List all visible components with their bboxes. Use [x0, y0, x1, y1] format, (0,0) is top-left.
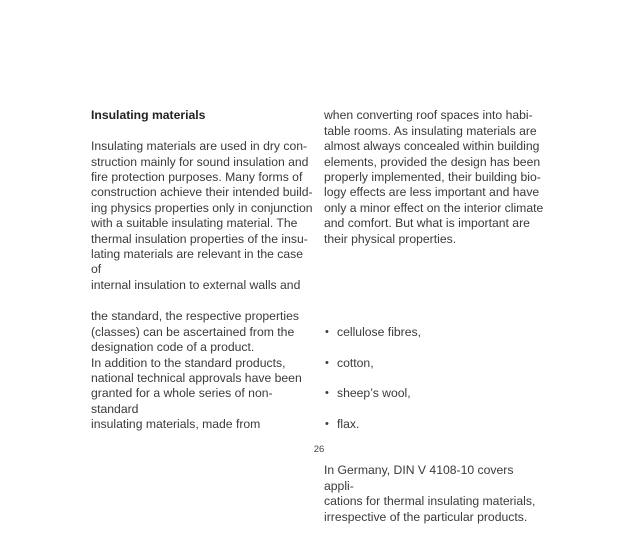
top-left-column	[91, 93, 313, 309]
top-left-paragraph: Insulating materials are used in dry con- struction mainly for sound insulation and fire protection purposes. Many forms of construction achieve their intended build- ing physics properties only in conjunction with a suitable insulating material. The thermal insulation properties of the insu- lating materials are relevant in the case of internal insulation to external walls and	[91, 139, 313, 292]
section-heading: Insulating materials	[91, 108, 206, 123]
page-number: 26	[313, 444, 325, 455]
list-item: • cellulose fibres,	[324, 325, 546, 340]
top-right-paragraph: when converting roof spaces into habi- table rooms. As insulating materials are almost always concealed within building elements, provided the design has been properly implemented, their building bio- logy effects are less important and have only a minor effect on the interior climate and comfort. But what is important are their physical properties.	[324, 108, 544, 246]
list-item: • sheep’s wool,	[324, 386, 546, 401]
list-item: • flax.	[324, 417, 546, 432]
list-item: • cotton,	[324, 356, 546, 371]
bottom-left-column	[91, 294, 313, 448]
bottom-right-paragraph: In Germany, DIN V 4108-10 covers appli- cations for thermal insulating materials, irrespective of the particular products.	[324, 463, 536, 524]
bottom-right-column	[324, 294, 546, 541]
bottom-left-paragraph: the standard, the respective properties (classes) can be ascertained from the designation code of a product. In addition to the standard products, national technical approvals have been granted for a whole series of non-standard insulating materials, made from	[91, 309, 302, 432]
material-list	[324, 309, 546, 448]
top-right-column	[324, 93, 546, 262]
